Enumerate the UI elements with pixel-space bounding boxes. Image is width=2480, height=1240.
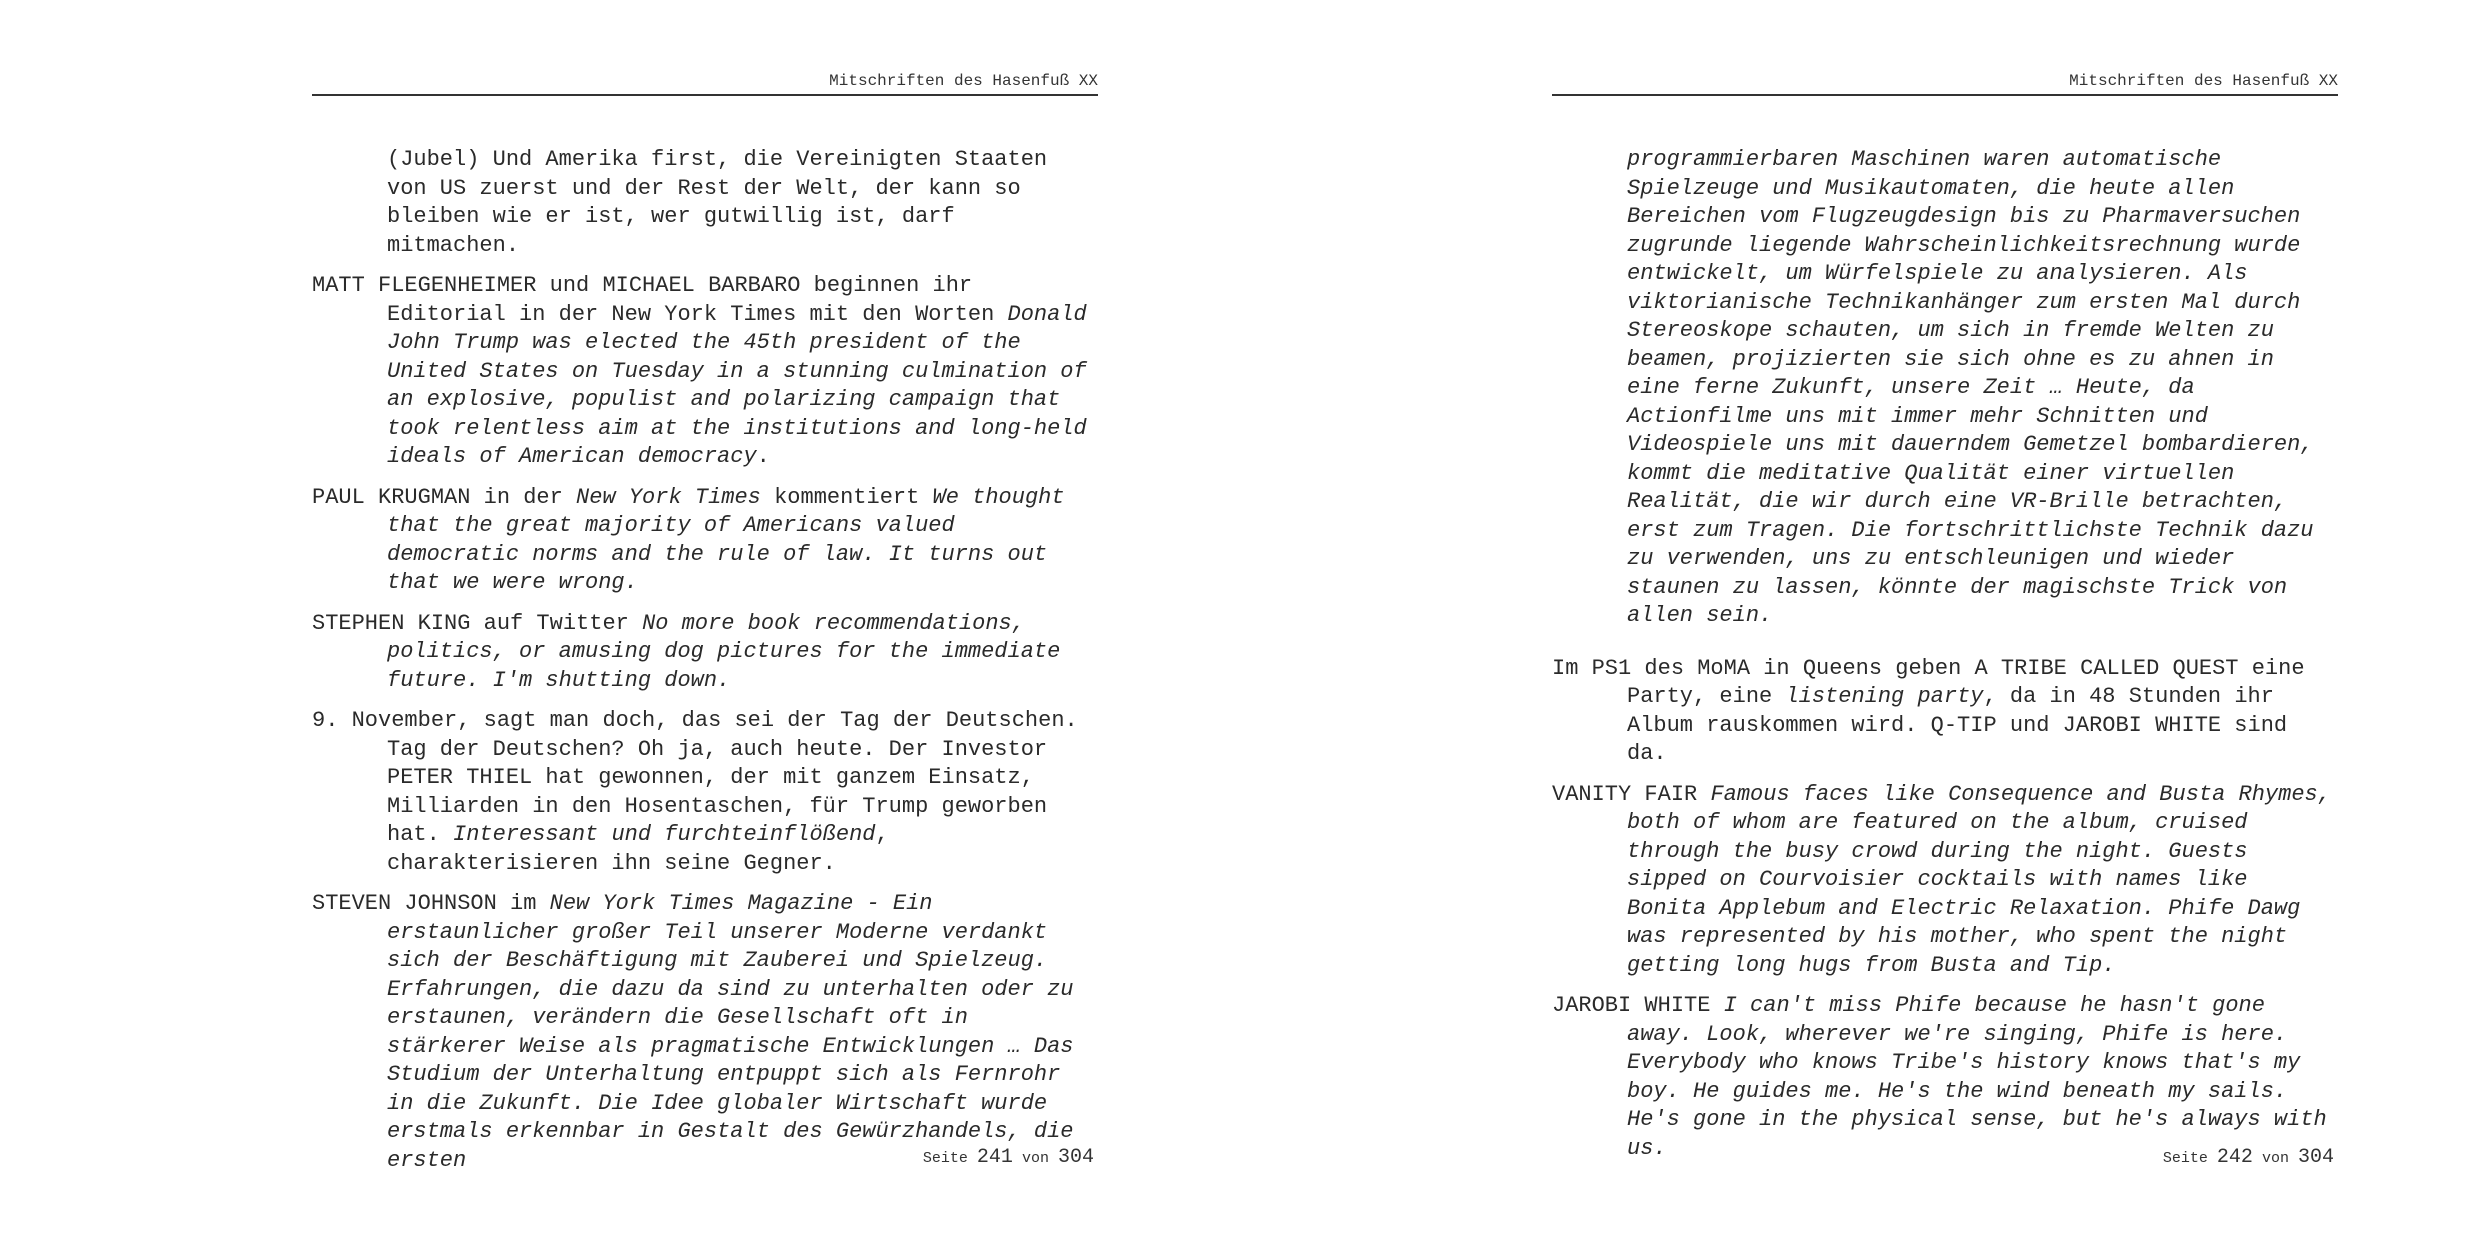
quote-text: We thought that the great majority of Americans valued democratic norms and the rule of law. It turns out that we were wrong.	[387, 484, 1065, 595]
paragraph-lead: VANITY FAIR	[1552, 781, 1711, 807]
paragraph-johnson	[312, 890, 1098, 1175]
paragraph-johnson-continued	[1552, 146, 2338, 631]
paragraph-november	[312, 707, 1098, 878]
paragraph-text: (Jubel) Und Amerika first, die Vereinigten Staaten von US zuerst und der Rest der Welt, der kann so bleiben wie er ist, wer gutwillig ist, darf mitmachen.	[387, 147, 1048, 258]
paragraph-vanity-fair	[1552, 781, 2338, 981]
right-page	[1552, 0, 2338, 1240]
page-total: 304	[1057, 1146, 1094, 1169]
left-page	[312, 0, 1098, 1240]
page-total: 304	[2297, 1146, 2334, 1169]
paragraph-tail: , da in 48 Stunden ihr Album rauskommen wird. Q-TIP und JAROBI WHITE sind da.	[1627, 684, 2288, 766]
paragraph-mid: kommentiert	[760, 484, 933, 510]
paragraph-king	[312, 610, 1098, 696]
paragraph-tribe-party	[1552, 655, 2338, 769]
paragraph-tail: , charakterisieren ihn seine Gegner.	[387, 822, 889, 876]
paragraph-jubel	[312, 146, 1098, 260]
quote-text: programmierbaren Maschinen waren automatische Spielzeuge und Musikautomaten, die heute allen Bereichen vom Flugzeugdesign bis zu Pharmaversuchen zugrunde liegende Wahrscheinlichkeitsrechnung wurde entwickelt, um Würfelspiele zu analysieren. Als viktorianische Technikanhänger zum ersten Mal durch Stereoskope schauten, um sich in fremde Welten zu beamen, projizierten sie sich ohne es zu ahnen in eine ferne Zukunft, unsere Zeit … Heute, da Actionfilme uns mit immer mehr Schnitten und Videospiele uns mit dauerndem Gemetzel bombardieren, kommt die meditative Qualität einer virtuellen Realität, die wir durch eine VR-Brille betrachten, erst zum Tragen. Die fortschrittlichste Technik dazu zu verwenden, uns zu entschleunigen und wieder staunen zu lassen, könnte der magischste Trick von allen sein.	[1627, 147, 2314, 628]
paragraph-lead: 9. November, sagt man doch, das sei der Tag der Deutschen. Tag der Deutschen? Oh ja, auch heute. Der Investor PETER THIEL hat gewonnen, der mit ganzem Einsatz, Milliarden in den Hosentaschen, für Trump geworben hat.	[312, 708, 1078, 847]
page-number: 242	[2216, 1146, 2253, 1169]
quote-text: New York Times Magazine - Ein erstaunlicher großer Teil unserer Moderne verdankt sich der Beschäftigung mit Zauberei und Spielzeug. Erfahrungen, die dazu da sind zu unterhalten oder zu erstaunen, verändern die Gesellschaft oft in stärkerer Weise als pragmatische Entwicklungen … Das Studium der Unterhaltung entpuppt sich als Fernrohr in die Zukunft. Die Idee globaler Wirtschaft wurde erstmals erkennbar in Gestalt des Gewürzhandels, die ersten	[387, 891, 1074, 1173]
page-footer-left	[923, 1146, 1094, 1169]
quote-text: I can't miss Phife because he hasn't gone away. Look, wherever we're singing, Phife is here. Everybody who knows Tribe's history knows that's my boy. He guides me. He's the wind beneath my sails. He's gone in the physical sense, but he's always with us.	[1627, 993, 2327, 1161]
paragraph-lead: MATT FLEGENHEIMER und MICHAEL BARBARO beginnen ihr Editorial in der New York Times mit den Worten	[312, 273, 1008, 327]
quote-text: No more book recommendations, politics, or amusing dog pictures for the immediate future. I'm shutting down.	[387, 610, 1061, 693]
right-page-body	[1552, 146, 2338, 1175]
footer-mid: von	[2261, 1150, 2289, 1167]
quote-text: listening party	[1785, 684, 1984, 709]
running-header-left: Mitschriften des Hasenfuß XX	[312, 72, 1098, 96]
paragraph-lead: Im PS1 des MoMA in Queens geben A TRIBE CALLED QUEST eine Party, eine	[1552, 655, 2305, 709]
paragraph-lead: PAUL KRUGMAN in der	[312, 484, 577, 510]
paragraph-flegenheimer	[312, 272, 1098, 472]
paragraph-tail: .	[756, 444, 770, 469]
left-page-body	[312, 146, 1098, 1187]
paragraph-krugman	[312, 484, 1098, 598]
quote-text: Interessant und furchteinflößend	[453, 822, 876, 847]
paragraph-lead: JAROBI WHITE	[1552, 993, 1724, 1018]
footer-prefix: Seite	[922, 1150, 968, 1167]
paragraph-jarobi-white	[1552, 992, 2338, 1163]
source-name: New York Times	[576, 484, 761, 510]
page-number: 241	[976, 1146, 1013, 1169]
paragraph-lead: STEPHEN KING auf Twitter	[312, 610, 643, 636]
quote-text: Famous faces like Consequence and Busta Rhymes, both of whom are featured on the album, cruised through the busy crowd during the night. Guests sipped on Courvoisier cocktails with names like Bonita Applebum and Electric Relaxation. Phife Dawg was represented by his mother, who spent the night getting long hugs from Busta and Tip.	[1627, 781, 2331, 978]
quote-text: Donald John Trump was elected the 45th president of the United States on Tuesday in a stunning culmination of an explosive, populist and polarizing campaign that took relentless aim at the institutions and long-held ideals of American democracy	[387, 301, 1087, 469]
footer-mid: von	[1021, 1150, 1049, 1167]
page-footer-right	[2163, 1146, 2334, 1169]
running-header-right: Mitschriften des Hasenfuß XX	[1552, 72, 2338, 96]
footer-prefix: Seite	[2162, 1150, 2208, 1167]
paragraph-lead: STEVEN JOHNSON im	[312, 891, 550, 916]
